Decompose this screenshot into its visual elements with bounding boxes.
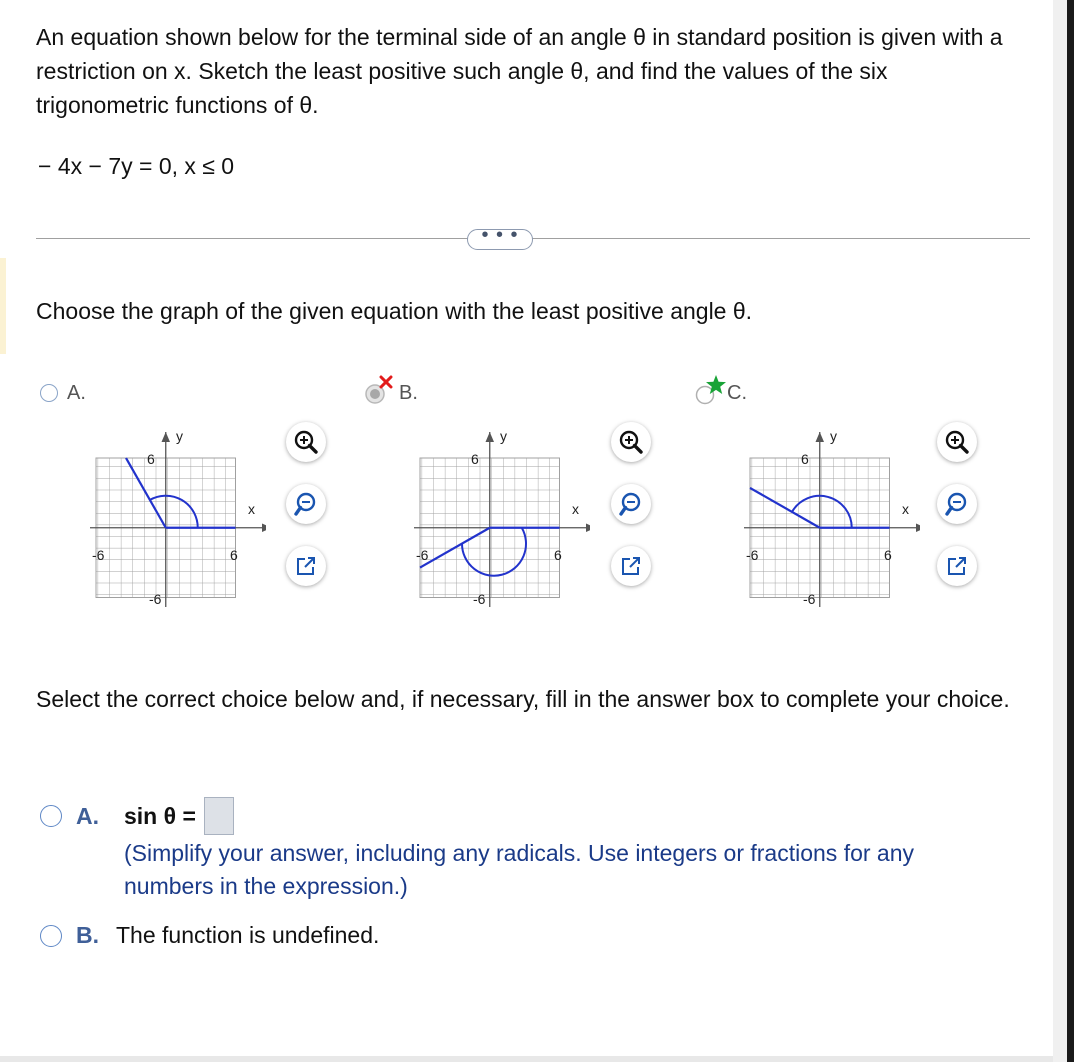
zoom-out-button[interactable] (286, 484, 326, 524)
question-text: An equation shown below for the terminal side of an angle θ in standard position is given with a restriction on x. Sketch the least positive such angle θ, and find the values of the six trigonometric functions of θ. (36, 24, 1003, 118)
choice-b-label: The function is undefined. (116, 922, 380, 948)
tick-x-neg: -6 (746, 547, 759, 563)
x-axis-label: x (902, 501, 909, 517)
popout-button[interactable] (611, 546, 651, 586)
zoom-in-button[interactable] (611, 422, 651, 462)
sin-answer-box[interactable] (204, 797, 234, 835)
sin-label: sin θ = (124, 802, 196, 829)
y-axis-label: y (830, 428, 837, 444)
zoom-out-button[interactable] (611, 484, 651, 524)
zoom-in-icon (293, 429, 319, 455)
incorrect-x-icon (379, 375, 393, 389)
graph-a[interactable] (86, 420, 266, 610)
window-bottom-frame (0, 1056, 1053, 1062)
option-c[interactable] (694, 378, 747, 408)
popout-button[interactable] (937, 546, 977, 586)
x-axis-label: x (572, 501, 579, 517)
tick-y-neg: -6 (803, 591, 816, 607)
choice-a-letter: A. (76, 802, 99, 829)
popout-icon (619, 554, 643, 578)
window-right-frame (1053, 0, 1074, 1062)
zoom-out-icon (618, 491, 644, 517)
zoom-in-button[interactable] (937, 422, 977, 462)
tick-x-pos: 6 (230, 547, 238, 563)
tick-y-pos: 6 (801, 451, 809, 467)
graph-c-tools (937, 422, 981, 608)
choice-a-hint: (Simplify your answer, including any radicals. Use integers or fractions for any numbers in the expression.) (124, 840, 915, 899)
tick-y-neg: -6 (473, 591, 486, 607)
tick-y-pos: 6 (147, 451, 155, 467)
more-button[interactable]: • • • (467, 229, 533, 250)
popout-button[interactable] (286, 546, 326, 586)
option-a-radio[interactable] (40, 384, 58, 402)
tick-x-pos: 6 (884, 547, 892, 563)
tick-x-pos: 6 (554, 547, 562, 563)
y-axis-label: y (176, 428, 183, 444)
option-c-label: C. (727, 381, 747, 404)
zoom-out-button[interactable] (937, 484, 977, 524)
question-equation: − 4x − 7y = 0, x ≤ 0 (38, 153, 235, 179)
correct-star-icon (705, 374, 727, 396)
zoom-in-icon (618, 429, 644, 455)
option-a-label: A. (67, 381, 86, 404)
option-a[interactable] (40, 378, 86, 408)
choice-a-radio[interactable] (40, 805, 62, 827)
zoom-out-icon (944, 491, 970, 517)
option-c-radio[interactable] (694, 381, 718, 405)
popout-icon (294, 554, 318, 578)
tick-y-pos: 6 (471, 451, 479, 467)
graph-b-tools (611, 422, 655, 608)
choice-b-letter: B. (76, 922, 99, 948)
x-axis-label: x (248, 501, 255, 517)
option-b-radio[interactable] (366, 381, 390, 405)
choice-b[interactable] (40, 922, 379, 949)
y-axis-label: y (500, 428, 507, 444)
graph-a-tools (286, 422, 330, 608)
tick-y-neg: -6 (149, 591, 162, 607)
popout-icon (945, 554, 969, 578)
option-b[interactable] (366, 378, 418, 408)
left-accent-bar (0, 258, 6, 354)
tick-x-neg: -6 (92, 547, 105, 563)
part2-instruction: Select the correct choice below and, if necessary, fill in the answer box to complete your choice. (36, 686, 1010, 712)
choice-a[interactable] (40, 797, 234, 835)
graph-b[interactable] (410, 420, 590, 610)
tick-x-neg: -6 (416, 547, 429, 563)
zoom-in-button[interactable] (286, 422, 326, 462)
zoom-in-icon (944, 429, 970, 455)
zoom-out-icon (293, 491, 319, 517)
option-b-label: B. (399, 381, 418, 404)
section-divider (36, 238, 1030, 239)
choice-b-radio[interactable] (40, 925, 62, 947)
graph-c[interactable] (740, 420, 920, 610)
part1-prompt: Choose the graph of the given equation with the least positive angle θ. (36, 298, 753, 324)
